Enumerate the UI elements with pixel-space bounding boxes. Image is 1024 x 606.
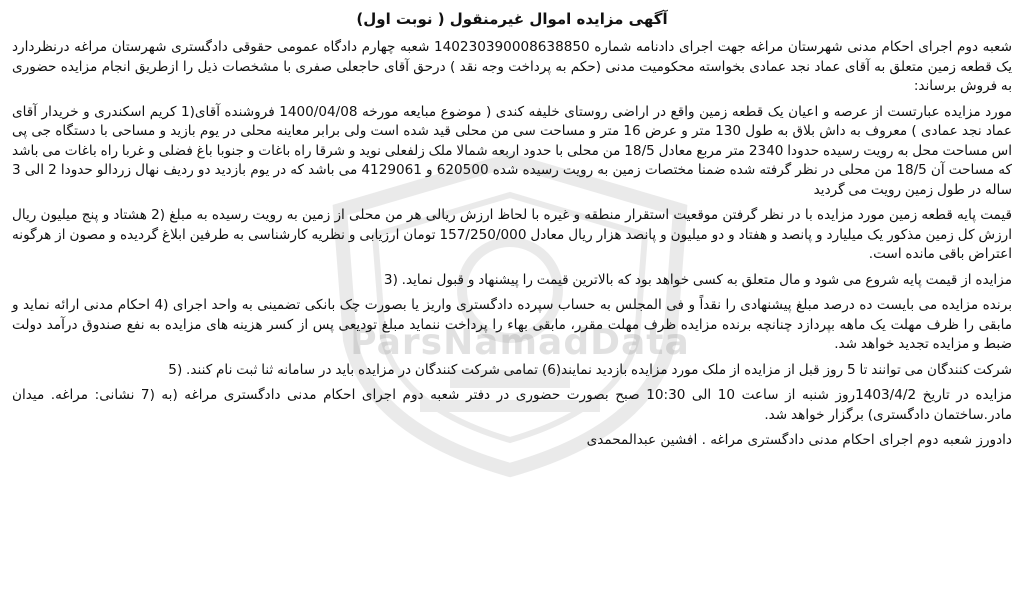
notice-item-4: برنده مزایده می بایست ده درصد مبلغ پیشنهادی را نقداً و فی المجلس به حساب سپرده دادگستری واریز یا بصورت چک بانکی تضمینی به واحد اجرای (4 احکام مدنی ارائه نماید و مابقی را ظرف مهلت یک ماهه بپردازد چنانچه برنده مزایده ظرف مهلت مقرر، مابقی بهاء را پرداخت ننماید مبلغ تودیعی پس از کسر هزینه های مزایده به نفع صندوق درآمد دولت ضبط و مزایده تجدید خواهد شد. [12,297,1012,352]
notice-item-7: مزایده در تاریخ 1403/4/2روز شنبه از ساعت 10 الی 10:30 صبح بصورت حضوری در دفتر شعبه دوم اجرای احکام مدنی دادگستری مراغه (به (7 نشانی: مراغه. میدان مادر.ساختمان دادگستری) برگزار خواهد شد. [12,387,1013,423]
notice-item-3: مزایده از قیمت پایه شروع می شود و مال متعلق به کسی خواهد بود که بالاترین قیمت را پیشنهاد و قبول نماید. (3 [383,271,1012,288]
notice-title: آگهی مزایده اموال غیرمنقول ( نوبت اول) [356,10,668,28]
watermark-brand: ParsNamadData [350,322,690,363]
notice-item-5: شرکت کنندگان می توانند تا 5 روز قبل از مزایده از ملک مورد مزایده بازدید نمایند(6) تمامی شرکت کنندگان در مزایده باید در سامانه ثنا ثبت نام کنند. (5 [168,361,1012,378]
notice-intro: شعبه دوم اجرای احکام مدنی شهرستان مراغه جهت اجرای دادنامه شماره 140230390008638850 شعبه چهارم دادگاه عمومی حقوقی دادگستری شهرستان مراغه درنظردارد یک قطعه زمین متعلق به آقای عماد نجد عمادی بخواسته محکومیت مدنی (حکم به پرداخت وجه نقد ) درحق آقای حاجعلی صفری با مشخصات ذیل را ازطریق انجام مزایده حضوری به فروش برساند: [12,39,1012,94]
notice-item-2: قیمت پایه قطعه زمین مورد مزایده با در نظر گرفتن موقعیت استقرار منطقه و غیره با لحاظ ارزش ریالی هر من محلی از زمین به رویت رسیده به مبلغ (2 هشتاد و پنج میلیون ریال ارزش کل زمین مذکور یک میلیارد و پانصد و هفتاد و دو میلیون و پانصد هزار ریال معادل 157/250/000 تومان ارزیابی و نظریه کارشناسی به طرفین ابلاغ گردیده و مصون از هرگونه اعتراض باقی مانده است. [12,207,1013,262]
notice-signature: دادورز شعبه دوم اجرای احکام مدنی دادگستری مراغه . افشین عبدالمحمدی [586,432,1012,448]
notice-item-1: مورد مزایده عبارتست از عرصه و اعیان یک قطعه زمین واقع در اراضی روستای خلیفه کندی ( موضوع مبایعه مورخه 1400/04/08 فروشنده آقای(1 کریم اسکندری و خریدار آقای عماد نجد عمادی ) معروف به داش بلاق به طول 130 متر و عرض 16 متر و مساحت سی من محلی قید شده است ولی برابر معاینه محلی در یوم بازید و مساحی با دستگاه جی پی اس مساحت محل به رویت رسیده حدودا 2340 متر مربع معادل 18/5 من محلی با حدود اربعه شمالا ملک زلفعلی نوید و شرقا راه باغات و جنوبا باغ فضلی و غربا راه باغات می باشد که مساحت آن 18/5 من محلی در نظر گرفته شده ضمنا مختصات زمین به رویت رسیده شده 620500 و 4129061 می باشد که در یوم بازدید دو ردیف نهال زردالو حدودا 2 الی 3 ساله در طول زمین رویت می گردید [12,103,1013,198]
